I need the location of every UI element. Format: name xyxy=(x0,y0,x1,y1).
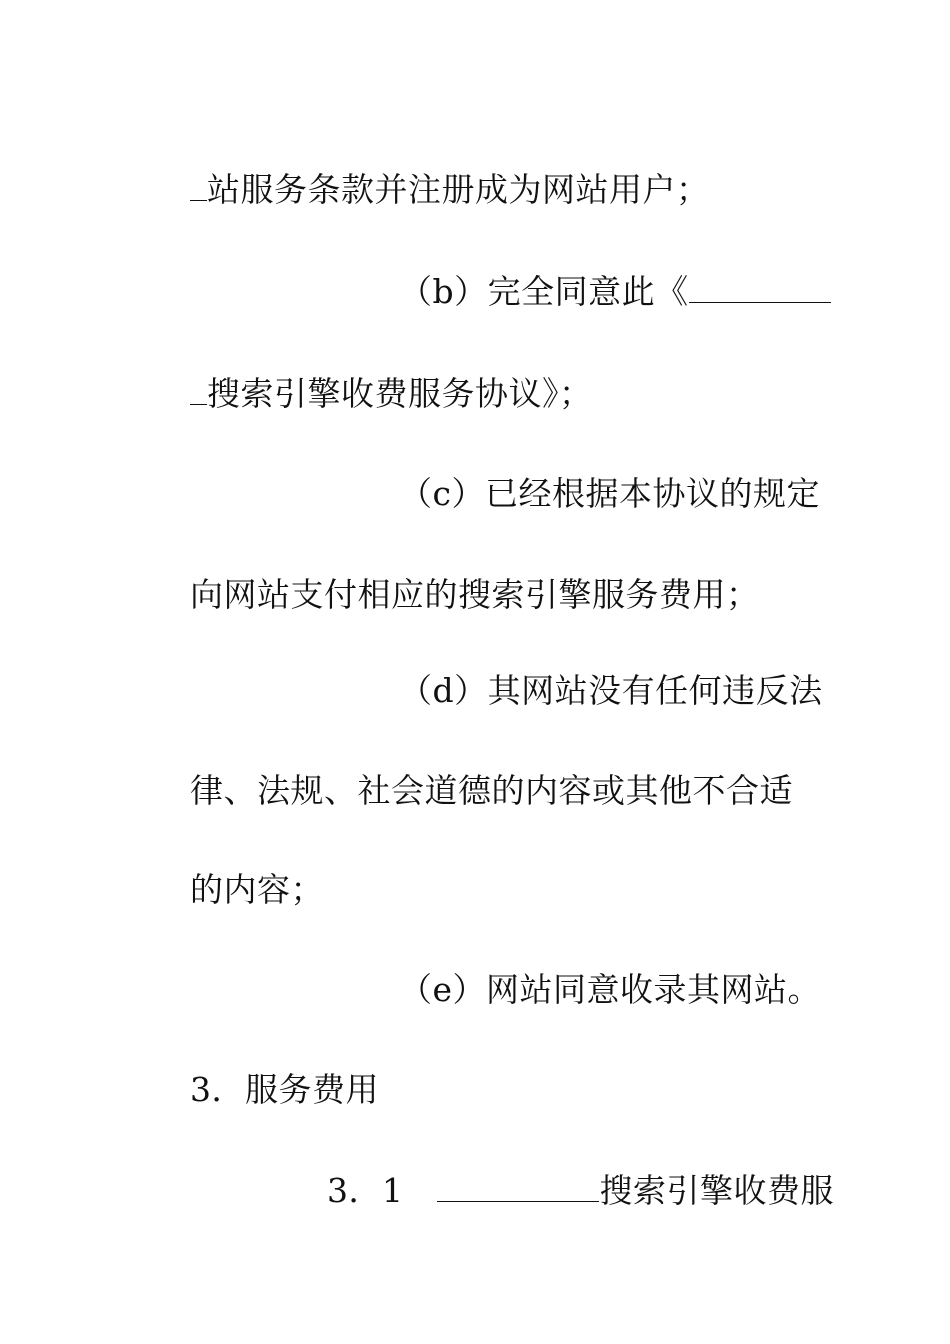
line-9-text: （e）网站同意收录其网站。 xyxy=(398,970,821,1009)
line-4-text: （c）已经根据本协议的规定 xyxy=(398,474,820,513)
line-2-text: （b）完全同意此《 xyxy=(398,272,689,311)
line-11 xyxy=(283,1131,834,1251)
line-6-text: （d）其网站没有任何违反法 xyxy=(398,671,823,710)
line-8-text: 的内容； xyxy=(189,870,324,909)
fill-blank xyxy=(190,376,207,405)
line-3-text: 搜索引擎收费服务协议》； xyxy=(206,374,593,413)
line-9 xyxy=(355,930,821,1050)
line-8 xyxy=(146,830,324,950)
line-11-text: 搜索引擎收费服 xyxy=(599,1171,834,1210)
line-1-text: 站服务条款并注册成为网站用户； xyxy=(206,170,710,209)
line-7-text: 律、法规、社会道德的内容或其他不合适 xyxy=(189,771,793,810)
line-5-text: 向网站支付相应的搜索引擎服务费用； xyxy=(189,575,760,614)
clause-number: 3．1 xyxy=(326,1171,404,1210)
fill-blank xyxy=(689,274,831,303)
fill-blank xyxy=(437,1173,599,1202)
fill-blank xyxy=(190,172,207,201)
section-heading-text: 3．服务费用 xyxy=(189,1070,379,1109)
